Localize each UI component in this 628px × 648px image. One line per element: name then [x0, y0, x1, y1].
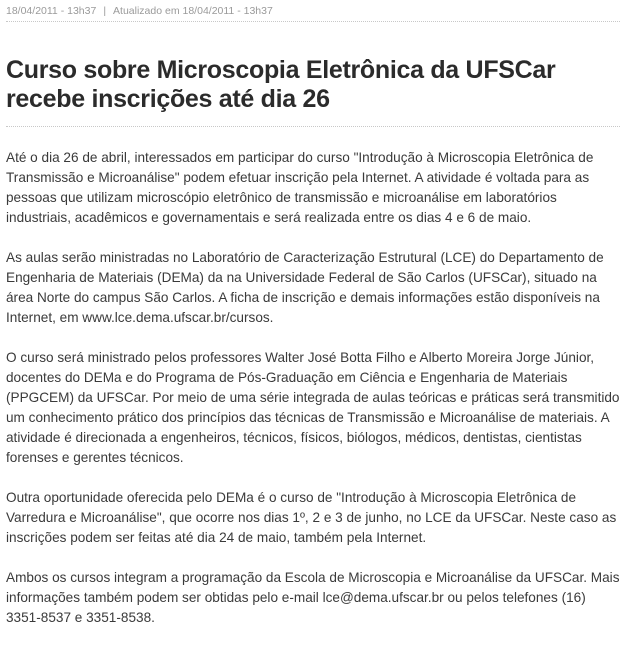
- updated-date: Atualizado em 18/04/2011 - 13h37: [113, 5, 273, 17]
- article-paragraph: Outra oportunidade oferecida pelo DEMa é o curso de "Introdução à Microscopia Eletrônica de Varredura e Microanálise", que ocorre nos dias 1º, 2 e 3 de junho, no LCE da UFSCar. Neste caso as inscrições podem ser feitas até dia 24 de maio, também pela Internet.: [6, 490, 617, 545]
- published-date: 18/04/2011 - 13h37: [6, 5, 97, 17]
- article-paragraph: O curso será ministrado pelos professores Walter José Botta Filho e Alberto Moreira Jorge Júnior, docentes do DEMa e do Programa de Pós-Graduação em Ciência e Engenharia de Materiais (PPGCEM) da UFSCar. Por meio de uma série integrada de aulas teóricas e práticas será transmitido um conhecimento prático dos princípios das técnicas de Transmissão e Microanálise de materiais. A atividade é direcionada a engenheiros, técnicos, físicos, biólogos, médicos, dentistas, cientistas forenses e gerentes técnicos.: [6, 350, 620, 465]
- article-paragraph: Até o dia 26 de abril, interessados em participar do curso "Introdução à Microscopia Eletrônica de Transmissão e Microanálise" podem efetuar inscrição pela Internet. A atividade é voltada para as pessoas que utilizam microscópio eletrônico de transmissão e microanálise em laboratórios industriais, acadêmicos e governamentais e será realizada entre os dias 4 e 6 de maio.: [6, 150, 594, 225]
- article-title: Curso sobre Microscopia Eletrônica da UFSCar recebe inscrições até dia 26: [6, 56, 556, 113]
- top-divider: [6, 21, 620, 22]
- dateline-separator: |: [103, 5, 107, 17]
- article-paragraph: As aulas serão ministradas no Laboratório de Caracterização Estrutural (LCE) do Departamento de Engenharia de Materiais (DEMa) da na Universidade Federal de São Carlos (UFSCar), situado na área Norte do campus São Carlos. A ficha de inscrição e demais informações estão disponíveis na Internet, em www.lce.dema.ufscar.br/cursos.: [6, 250, 604, 325]
- article-dateline: [6, 4, 620, 20]
- article-paragraph: Ambos os cursos integram a programação da Escola de Microscopia e Microanálise da UFSCar. Mais informações também podem ser obtidas pelo e-mail lce@dema.ufscar.br ou pelos telefones (16) 3351-8537 e 3351-8538.: [6, 570, 620, 625]
- article-body: [6, 148, 622, 648]
- title-divider: [6, 126, 620, 127]
